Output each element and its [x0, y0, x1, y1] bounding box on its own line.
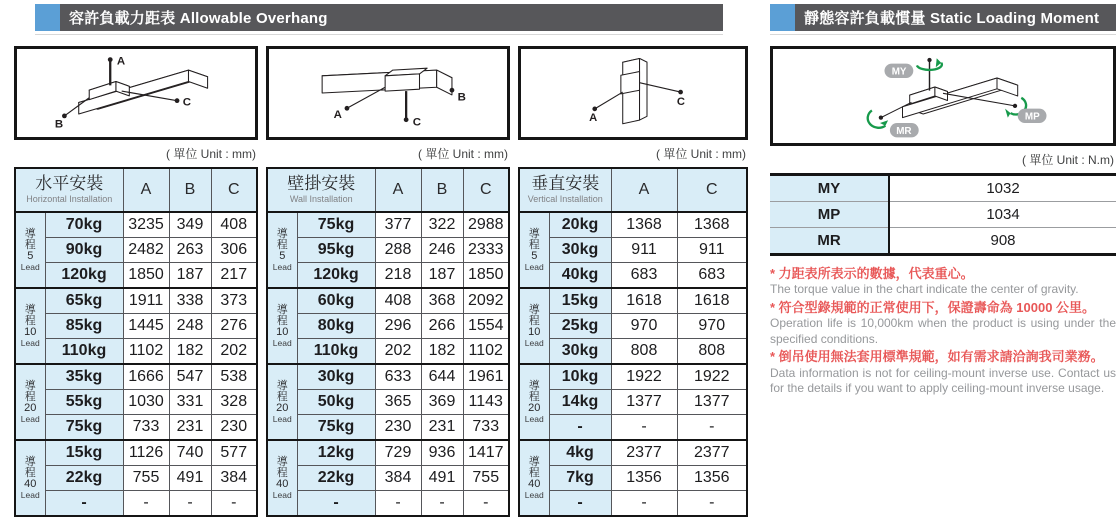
value-cell: 1377: [677, 390, 747, 415]
load-cell: 10kg: [549, 364, 611, 390]
table-title-cell: 水平安裝 Horizontal Installation: [15, 168, 123, 212]
value-cell: 182: [169, 339, 211, 365]
table-title-cell: 垂直安裝 Vertical Installation: [519, 168, 611, 212]
static-loading-moment-table: [770, 173, 1116, 256]
value-cell: 2988: [463, 212, 509, 238]
column-header-c: C: [677, 168, 747, 212]
point-b-label: B: [54, 118, 64, 131]
unit-label-mm: ( 單位 Unit : mm): [656, 147, 746, 161]
load-cell: 4kg: [549, 440, 611, 466]
value-cell: 322: [421, 212, 463, 238]
unit-label-nm: ( 單位 Unit : N.m): [1022, 153, 1114, 167]
value-cell: 218: [375, 263, 421, 289]
value-cell: 296: [375, 314, 421, 339]
value-cell: 2333: [463, 238, 509, 263]
value-cell: 338: [169, 288, 211, 314]
value-cell: 2092: [463, 288, 509, 314]
blue-accent-square: [770, 4, 795, 31]
moment-key-cell: MR: [770, 228, 889, 255]
load-cell: -: [549, 415, 611, 441]
value-cell: 491: [169, 466, 211, 491]
value-cell: -: [375, 491, 421, 517]
value-cell: -: [677, 491, 747, 517]
lead-group-cell: 導 程 20 Lead: [267, 364, 297, 440]
value-cell: 538: [211, 364, 257, 390]
moment-diagram: [778, 51, 1108, 141]
load-cell: 90kg: [45, 238, 123, 263]
lead-group-cell: 導 程 40 Lead: [267, 440, 297, 516]
horizontal-install-diagram: [21, 51, 251, 135]
column-header-a: A: [611, 168, 677, 212]
lead-group-cell: 導 程 10 Lead: [519, 288, 549, 364]
value-cell: 288: [375, 238, 421, 263]
load-cell: 110kg: [45, 339, 123, 365]
load-cell: 110kg: [297, 339, 375, 365]
load-cell: 22kg: [297, 466, 375, 491]
value-cell: -: [421, 491, 463, 517]
note-zh: * 力距表所表示的數據，代表重心。: [770, 266, 974, 281]
wall-install-diagram-box: [266, 46, 510, 140]
my-badge-label: MY: [891, 66, 907, 78]
column-header-b: B: [169, 168, 211, 212]
point-b-label: B: [457, 91, 466, 104]
unit-label-mm: ( 單位 Unit : mm): [418, 147, 508, 161]
note-zh: * 倒吊使用無法套用標準規範，如有需求請洽詢我司業務。: [770, 349, 1104, 365]
value-cell: 1666: [123, 364, 169, 390]
value-cell: 1356: [677, 466, 747, 491]
value-cell: 384: [375, 466, 421, 491]
note-en: Data information is not for ceiling-mount inverse use. Contact us for the details if you want to apply ceiling-mount inverse usage.: [770, 365, 1116, 396]
value-cell: 1030: [123, 390, 169, 415]
value-cell: 1961: [463, 364, 509, 390]
value-cell: 970: [677, 314, 747, 339]
point-a-label: A: [589, 112, 598, 124]
value-cell: 231: [421, 415, 463, 441]
lead-group-cell: 導 程 5 Lead: [15, 212, 45, 288]
value-cell: 911: [677, 238, 747, 263]
value-cell: 911: [611, 238, 677, 263]
moment-value-cell: 1032: [889, 175, 1116, 202]
mp-badge-label: MP: [1024, 111, 1040, 123]
value-cell: 377: [375, 212, 421, 238]
section-title-en: Static Loading Moment: [929, 10, 1100, 27]
note-en: Operation life is 10,000km when the product is using under the specified conditions.: [770, 316, 1116, 346]
load-cell: 75kg: [45, 415, 123, 441]
point-a-label: A: [116, 55, 126, 68]
load-cell: 55kg: [45, 390, 123, 415]
value-cell: 2482: [123, 238, 169, 263]
value-cell: 1126: [123, 440, 169, 466]
moment-key-cell: MY: [770, 175, 889, 202]
value-cell: 182: [421, 339, 463, 365]
load-cell: 25kg: [549, 314, 611, 339]
value-cell: 1102: [123, 339, 169, 365]
value-cell: 1922: [677, 364, 747, 390]
footnotes: [770, 266, 1116, 397]
blue-accent-square: [35, 4, 60, 31]
value-cell: 368: [421, 288, 463, 314]
value-cell: 248: [169, 314, 211, 339]
vertical-installation-table: [518, 167, 748, 517]
load-cell: 15kg: [549, 288, 611, 314]
value-cell: 1922: [611, 364, 677, 390]
value-cell: 577: [211, 440, 257, 466]
load-cell: -: [45, 491, 123, 517]
lead-group-cell: 導 程 5 Lead: [519, 212, 549, 288]
value-cell: 683: [677, 263, 747, 289]
value-cell: 644: [421, 364, 463, 390]
column-header-c: C: [463, 168, 509, 212]
load-cell: 65kg: [45, 288, 123, 314]
value-cell: 808: [611, 339, 677, 365]
mr-badge-label: MR: [896, 125, 912, 137]
section-title-zh: 靜態容許負載慣量: [804, 10, 926, 27]
value-cell: 733: [123, 415, 169, 441]
value-cell: 936: [421, 440, 463, 466]
value-cell: -: [611, 415, 677, 441]
load-cell: 20kg: [549, 212, 611, 238]
value-cell: 369: [421, 390, 463, 415]
load-cell: 85kg: [45, 314, 123, 339]
value-cell: 1850: [463, 263, 509, 289]
table-title-cell: 壁掛安裝 Wall Installation: [267, 168, 375, 212]
value-cell: 331: [169, 390, 211, 415]
value-cell: -: [611, 491, 677, 517]
value-cell: 547: [169, 364, 211, 390]
value-cell: 740: [169, 440, 211, 466]
value-cell: 187: [169, 263, 211, 289]
value-cell: 1143: [463, 390, 509, 415]
note-en: The torque value in the chart indicate the center of gravity.: [770, 282, 1079, 297]
load-cell: 30kg: [297, 364, 375, 390]
load-cell: 120kg: [297, 263, 375, 289]
moment-value-cell: 908: [889, 228, 1116, 255]
value-cell: 231: [169, 415, 211, 441]
value-cell: 306: [211, 238, 257, 263]
point-c-label: C: [412, 116, 422, 129]
value-cell: 1417: [463, 440, 509, 466]
wall-installation-column: [266, 46, 510, 517]
value-cell: -: [463, 491, 509, 517]
value-cell: -: [211, 491, 257, 517]
value-cell: 408: [375, 288, 421, 314]
load-cell: 35kg: [45, 364, 123, 390]
value-cell: -: [123, 491, 169, 517]
section-title: [804, 7, 1099, 28]
lead-group-cell: 導 程 40 Lead: [519, 440, 549, 516]
column-header-b: B: [421, 168, 463, 212]
load-cell: 60kg: [297, 288, 375, 314]
load-cell: -: [549, 491, 611, 517]
load-cell: 30kg: [549, 238, 611, 263]
value-cell: 373: [211, 288, 257, 314]
value-cell: 1102: [463, 339, 509, 365]
value-cell: 491: [421, 466, 463, 491]
value-cell: 230: [211, 415, 257, 441]
load-cell: 75kg: [297, 212, 375, 238]
value-cell: 970: [611, 314, 677, 339]
value-cell: 217: [211, 263, 257, 289]
unit-label-mm: ( 單位 Unit : mm): [166, 147, 256, 161]
lead-group-cell: 導 程 10 Lead: [267, 288, 297, 364]
value-cell: 328: [211, 390, 257, 415]
vertical-installation-column: [518, 46, 748, 517]
load-cell: 12kg: [297, 440, 375, 466]
divider: [770, 34, 1116, 35]
note-zh: * 符合型錄規範的正常使用下，保證壽命為 10000 公里。: [770, 299, 1096, 315]
value-cell: 1618: [677, 288, 747, 314]
load-cell: 15kg: [45, 440, 123, 466]
lead-group-cell: 導 程 10 Lead: [15, 288, 45, 364]
section-title-en: Allowable Overhang: [179, 10, 328, 27]
value-cell: 2377: [611, 440, 677, 466]
wall-install-diagram: [273, 51, 503, 135]
column-header-a: A: [375, 168, 421, 212]
load-cell: 7kg: [549, 466, 611, 491]
load-cell: 75kg: [297, 415, 375, 441]
vertical-install-diagram: [538, 51, 728, 135]
load-cell: -: [297, 491, 375, 517]
value-cell: 733: [463, 415, 509, 441]
value-cell: 1554: [463, 314, 509, 339]
load-cell: 70kg: [45, 212, 123, 238]
static-loading-moment-column: [770, 46, 1116, 397]
value-cell: 263: [169, 238, 211, 263]
value-cell: 408: [211, 212, 257, 238]
lead-group-cell: 導 程 20 Lead: [519, 364, 549, 440]
section-title: [69, 7, 328, 28]
value-cell: 187: [421, 263, 463, 289]
divider: [35, 34, 723, 35]
value-cell: 202: [375, 339, 421, 365]
point-a-label: A: [333, 108, 342, 121]
value-cell: 1368: [611, 212, 677, 238]
lead-group-cell: 導 程 20 Lead: [15, 364, 45, 440]
value-cell: 1850: [123, 263, 169, 289]
load-cell: 120kg: [45, 263, 123, 289]
load-cell: 40kg: [549, 263, 611, 289]
value-cell: -: [169, 491, 211, 517]
section-header-static-loading-moment: [770, 4, 1116, 31]
value-cell: 1356: [611, 466, 677, 491]
section-header-allowable-overhang: [35, 4, 723, 31]
wall-installation-table: [266, 167, 510, 517]
value-cell: 365: [375, 390, 421, 415]
value-cell: 266: [421, 314, 463, 339]
moment-diagram-box: [770, 46, 1116, 146]
value-cell: 633: [375, 364, 421, 390]
value-cell: 276: [211, 314, 257, 339]
horizontal-install-diagram-box: [14, 46, 258, 140]
lead-group-cell: 導 程 5 Lead: [267, 212, 297, 288]
moment-value-cell: 1034: [889, 202, 1116, 228]
value-cell: 1445: [123, 314, 169, 339]
load-cell: 95kg: [297, 238, 375, 263]
axis-a-line: [595, 92, 623, 109]
load-cell: 80kg: [297, 314, 375, 339]
column-header-a: A: [123, 168, 169, 212]
value-cell: 1377: [611, 390, 677, 415]
value-cell: 1618: [611, 288, 677, 314]
value-cell: 246: [421, 238, 463, 263]
value-cell: 729: [375, 440, 421, 466]
value-cell: 808: [677, 339, 747, 365]
value-cell: 349: [169, 212, 211, 238]
value-cell: 202: [211, 339, 257, 365]
value-cell: 755: [463, 466, 509, 491]
value-cell: 1368: [677, 212, 747, 238]
load-cell: 30kg: [549, 339, 611, 365]
value-cell: 1911: [123, 288, 169, 314]
point-c-label: C: [182, 96, 192, 109]
point-c-label: C: [676, 96, 685, 109]
moment-key-cell: MP: [770, 202, 889, 228]
section-title-zh: 容許負載力距表: [69, 10, 176, 27]
load-cell: 14kg: [549, 390, 611, 415]
value-cell: 683: [611, 263, 677, 289]
value-cell: 3235: [123, 212, 169, 238]
lead-group-cell: 導 程 40 Lead: [15, 440, 45, 516]
vertical-install-diagram-box: [518, 46, 748, 140]
horizontal-installation-table: [14, 167, 258, 517]
value-cell: 755: [123, 466, 169, 491]
load-cell: 50kg: [297, 390, 375, 415]
value-cell: 2377: [677, 440, 747, 466]
horizontal-installation-column: [14, 46, 258, 517]
value-cell: 384: [211, 466, 257, 491]
value-cell: -: [677, 415, 747, 441]
value-cell: 230: [375, 415, 421, 441]
column-header-c: C: [211, 168, 257, 212]
load-cell: 22kg: [45, 466, 123, 491]
